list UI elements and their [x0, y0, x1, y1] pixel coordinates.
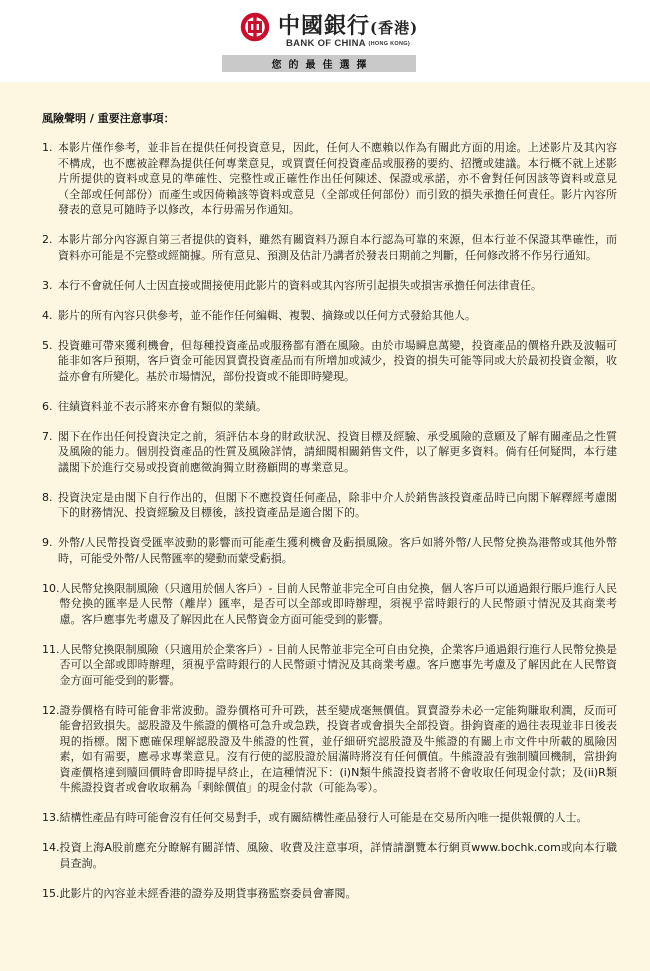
disclaimer-panel: [0, 82, 650, 971]
item-text: 本行不會就任何人士因直接或間接使用此影片的資料或其內容所引起損失或損害承擔任何法律責任。: [58, 278, 542, 292]
item-text: 本影片部分內容源自第三者提供的資料，雖然有關資料乃源自本行認為可靠的來源，但本行並不保證其準確性，而資料亦可能是不完整或經簡據。所有意見、預測及估計乃講者於發表日期前之判斷，任何修改將不作另行通知。: [58, 233, 617, 262]
disclaimer-item: [42, 642, 617, 689]
item-text: 投資決定是由閣下自行作出的，但閣下不應投資任何產品，除非中介人於銷售該投資產品時已向閣下解釋經考慮閣下的財務情況、投資經驗及目標後，該投資產品是適合閣下的。: [58, 490, 617, 519]
item-number: 1.: [42, 141, 53, 154]
disclaimer-item: [42, 338, 617, 385]
item-number: 7.: [42, 429, 53, 443]
tagline: 您的最佳選擇: [271, 60, 374, 71]
item-number: 4.: [42, 308, 53, 322]
item-number: 12.: [42, 703, 60, 717]
disclaimer-title: 風險聲明 / 重要注意事項：: [42, 112, 175, 125]
disclaimer-item: [42, 810, 617, 826]
disclaimer-item: [42, 140, 617, 218]
disclaimer-item: [42, 490, 617, 521]
item-number: 8.: [42, 490, 53, 504]
disclaimer-item: [42, 535, 617, 566]
disclaimer-item: [42, 703, 617, 796]
logo-chinese-name: [278, 9, 418, 40]
disclaimer-list: [42, 140, 617, 916]
item-number: 13.: [42, 811, 60, 824]
disclaimer-item: [42, 278, 617, 294]
item-number: 11.: [42, 642, 60, 656]
disclaimer-item: [42, 429, 617, 476]
item-text: 結構性產品有時可能會沒有任何交易對手，或有關結構性產品發行人可能是在交易所內唯一提供報價的人士。: [59, 811, 588, 824]
disclaimer-item: [42, 232, 617, 263]
item-number: 5.: [42, 338, 53, 352]
disclaimer-item: [42, 581, 617, 628]
item-text: 投資上海A股前應充分瞭解有關詳情、風險、收費及注意事項，詳情請瀏覽本行網頁www.bochk.com或向本行職員查詢。: [59, 841, 617, 870]
item-text: 此影片的內容並未經香港的證券及期貨事務監察委員會審閱。: [59, 886, 357, 900]
item-number: 15.: [42, 886, 60, 900]
item-text: 本影片僅作參考，並非旨在提供任何投資意見，因此，任何人不應賴以作為有關此方面的用途。上述影片及其內容不構成，也不應被詮釋為提供任何專業意見，或買賣任何投資產品或服務的要約、招攬或建議。本行概不就上述影片所提供的資料或意見的準確性、完整性或正確性作出任何陳述、保證或承諾，亦不會對任何因該等資料或意見（全部或任何部份）而產生或因倚賴該等資料或意見（全部或任何部份）而引致的損失承擔任何責任。影片內容所發表的意見可隨時予以修改，本行毋需另作通知。: [58, 141, 617, 216]
logo-chinese-text: 中國銀行: [278, 13, 371, 39]
logo-english-name: [286, 38, 410, 49]
item-number: 10.: [42, 581, 60, 595]
item-text: 人民幣兌換限制風險（只適用於企業客戶）- 目前人民幣並非完全可自由兌換，企業客戶通過銀行進行人民幣兌換是否可以全部或即時辦理，須視乎當時銀行的人民幣頭寸情況及其商業考慮。客戶應事先考慮及了解因此在人民幣資金方面可能受到的影響。: [59, 642, 617, 687]
disclaimer-item: [42, 840, 617, 871]
disclaimer-item: [42, 308, 617, 324]
header: [0, 0, 650, 82]
item-number: 3.: [42, 278, 53, 292]
item-text: 往績資料並不表示將來亦會有類似的業績。: [58, 399, 267, 413]
item-number: 2.: [42, 233, 53, 246]
logo-english-text: BANK OF CHINA: [286, 38, 366, 49]
item-number: 6.: [42, 399, 53, 413]
item-text: 影片的所有內容只供參考，並不能作任何編輯、複製、摘錄或以任何方式發給其他人。: [58, 308, 476, 322]
item-text: 外幣/人民幣投資受匯率波動的影響而可能產生獲利機會及虧損風險。客戶如將外幣/人民幣兌換為港幣或其他外幣時，可能受外幣/人民幣匯率的變動而蒙受虧損。: [58, 536, 617, 565]
tagline-bar: [222, 55, 416, 72]
disclaimer-item: [42, 886, 617, 902]
item-number: 9.: [42, 536, 53, 549]
item-text: 人民幣兌換限制風險（只適用於個人客戶）- 目前人民幣並非完全可自由兌換，個人客戶可以通過銀行賬戶進行人民幣兌換的匯率是人民幣（離岸）匯率，是否可以全部或即時辦理，須視乎當時銀行的人民幣頭寸情況及其商業考慮。客戶應事先考慮及了解因此在人民幣資金方面可能受到的影響。: [59, 581, 617, 626]
logo-english-region: (HONG KONG): [368, 41, 410, 47]
item-text: 投資雖可帶來獲利機會，但每種投資產品或服務都有潛在風險。由於市場瞬息萬變，投資產品的價格升跌及波幅可能非如客戶預期，客戶資金可能因買賣投資產品而有所增加或減少，投資的損失可能等同或大於最初投資金額，收益亦會有所變化。基於市場情況，部份投資或不能即時變現。: [58, 338, 617, 383]
disclaimer-item: [42, 399, 617, 415]
logo-chinese-region: (香港): [370, 19, 419, 37]
bank-of-china-logo-icon: [240, 12, 270, 42]
item-number: 14.: [42, 841, 60, 854]
item-text: 證券價格有時可能會非常波動。證券價格可升可跌，甚至變成毫無價值。買賣證券未必一定能夠賺取利潤，反而可能會招致損失。認股證及牛熊證的價格可急升或急跌，投資者或會損失全部投資。掛鉤資產的過往表現並非日後表現的指標。閣下應確保理解認股證及牛熊證的性質，並仔細研究認股證及牛熊證的有關上市文件中所載的風險因素，如有需要，應尋求專業意見。沒有行使的認股證於屆滿時將沒有任何價值。牛熊證設有強制贖回機制，當掛鉤資產價格達到贖回價時會即時提早終止，在這種情況下：(i)N類牛熊證投資者將不會收取任何現金付款；及(ii)R類牛熊證投資者或會收取稱為「剩餘價值」的現金付款（可能為零）。: [59, 703, 617, 794]
item-text: 閣下在作出任何投資決定之前，須評估本身的財政狀況、投資目標及經驗、承受風險的意願及了解有關產品之性質及風險的能力。個別投資產品的性質及風險詳情，請細閱相關銷售文件，以了解更多資料。倘有任何疑問，本行建議閣下於進行交易或投資前應徵詢獨立財務顧問的專業意見。: [58, 429, 617, 474]
